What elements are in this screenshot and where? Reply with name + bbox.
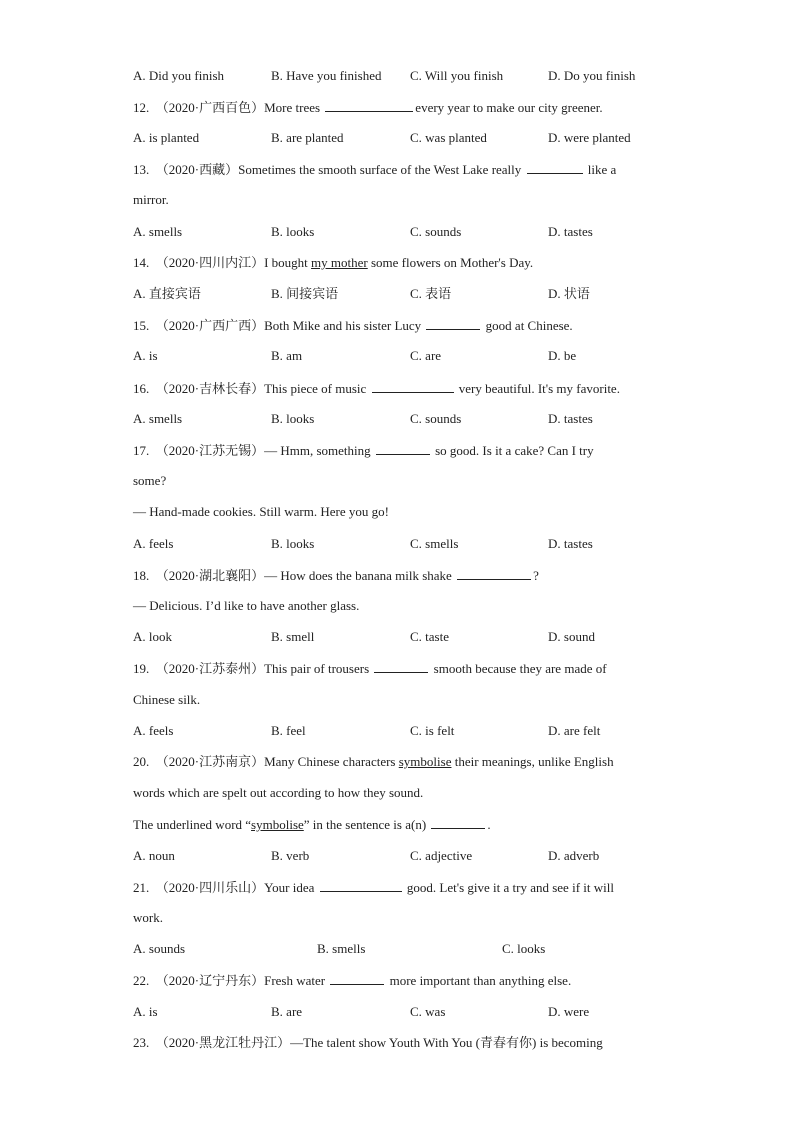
answer-blank[interactable] [374, 660, 428, 673]
question-text: good at Chinese. [485, 318, 573, 333]
answer-blank[interactable] [325, 99, 413, 112]
option-c[interactable]: C. smells [410, 536, 459, 551]
option-b[interactable]: B. am [271, 348, 303, 363]
underlined-phrase: my mother [311, 255, 368, 270]
option-a[interactable]: A. is [133, 1004, 158, 1019]
answer-blank[interactable] [431, 816, 485, 829]
underlined-word: symbolise [251, 817, 304, 832]
question-source: （2020·黑龙江牡丹江） [155, 1035, 291, 1050]
q16-options [133, 411, 673, 427]
option-a[interactable]: A. is planted [133, 130, 200, 145]
question-text: more important than anything else. [389, 973, 572, 988]
question-number: 22. [133, 973, 150, 988]
answer-blank[interactable] [330, 972, 384, 985]
q13-options [133, 224, 673, 240]
question-number: 15. [133, 318, 150, 333]
option-c[interactable]: C. 表语 [410, 286, 452, 301]
question-13-continued: mirror. [133, 192, 169, 207]
question-text: so good. Is it a cake? Can I try [435, 443, 594, 458]
question-source: （2020·西藏） [155, 162, 239, 177]
question-19 [133, 660, 607, 677]
option-b[interactable]: B. 间接宾语 [271, 286, 339, 301]
option-a[interactable]: A. Did you finish [133, 68, 224, 83]
q21-options [133, 941, 673, 957]
question-text: Both Mike and his sister Lucy [264, 318, 422, 333]
q17-options [133, 536, 673, 552]
option-b[interactable]: B. looks [271, 224, 315, 239]
question-21-continued: work. [133, 910, 163, 925]
question-source: （2020·湖北襄阳） [155, 568, 265, 583]
question-number: 14. [133, 255, 150, 270]
question-text: good. Let's give it a try and see if it will [406, 880, 614, 895]
option-d[interactable]: D. tastes [548, 224, 593, 239]
question-source: （2020·江苏无锡） [155, 443, 265, 458]
question-22 [133, 972, 571, 989]
option-c[interactable]: C. sounds [410, 224, 462, 239]
question-text: — Hmm, something [264, 443, 371, 458]
option-a[interactable]: A. smells [133, 411, 183, 426]
question-12 [133, 99, 603, 116]
question-number: 12. [133, 100, 150, 115]
option-c[interactable]: C. was planted [410, 130, 487, 145]
option-c[interactable]: C. sounds [410, 411, 462, 426]
question-text: some flowers on Mother's Day. [370, 255, 534, 270]
question-18-reply: — Delicious. I’d like to have another glass. [133, 598, 360, 613]
q15-options [133, 348, 673, 364]
question-number: 17. [133, 443, 150, 458]
option-a[interactable]: A. smells [133, 224, 183, 239]
option-d[interactable]: D. Do you finish [548, 68, 636, 83]
option-d[interactable]: D. were [548, 1004, 590, 1019]
question-source: （2020·广西百色） [155, 100, 265, 115]
question-source: （2020·吉林长春） [155, 381, 265, 396]
question-text: I bought [264, 255, 308, 270]
question-17-continued: some? [133, 473, 167, 488]
option-a[interactable]: A. is [133, 348, 158, 363]
question-20 [133, 754, 614, 770]
question-text: The underlined word “ [133, 817, 252, 832]
question-number: 18. [133, 568, 150, 583]
option-b[interactable]: B. smell [271, 629, 315, 644]
question-17-reply: — Hand-made cookies. Still warm. Here you go! [133, 504, 389, 519]
option-d[interactable]: D. be [548, 348, 577, 363]
question-source: （2020·江苏南京） [155, 754, 265, 769]
question-text: This pair of trousers [264, 661, 370, 676]
question-20-prompt [133, 816, 491, 833]
q12-options [133, 130, 673, 146]
option-c[interactable]: C. is felt [410, 723, 455, 738]
answer-blank[interactable] [372, 380, 454, 393]
question-17 [133, 442, 594, 459]
option-b[interactable]: B. verb [271, 848, 310, 863]
q11-options [133, 68, 673, 84]
question-number: 23. [133, 1035, 150, 1050]
option-d[interactable]: D. were planted [548, 130, 631, 145]
answer-blank[interactable] [376, 442, 430, 455]
option-b[interactable]: B. looks [271, 411, 315, 426]
question-text: Many Chinese characters [264, 754, 396, 769]
q19-options [133, 723, 673, 739]
option-c[interactable]: C. looks [502, 941, 546, 956]
option-c[interactable]: C. was [410, 1004, 446, 1019]
question-text: Sometimes the smooth surface of the West Lake really [238, 162, 522, 177]
question-text: Your idea [264, 880, 315, 895]
option-a[interactable]: A. feels [133, 536, 174, 551]
question-text: . [487, 817, 491, 832]
q22-options [133, 1004, 673, 1020]
option-b[interactable]: B. looks [271, 536, 315, 551]
option-a[interactable]: A. feels [133, 723, 174, 738]
question-source: （2020·四川内江） [155, 255, 265, 270]
option-c[interactable]: C. Will you finish [410, 68, 504, 83]
question-source: （2020·四川乐山） [155, 880, 265, 895]
question-23 [133, 1035, 603, 1051]
option-c[interactable]: C. are [410, 348, 442, 363]
option-b[interactable]: B. are [271, 1004, 303, 1019]
question-source: （2020·辽宁丹东） [155, 973, 265, 988]
question-19-continued: Chinese silk. [133, 692, 201, 707]
answer-blank[interactable] [426, 317, 480, 330]
question-18 [133, 567, 539, 584]
question-text: smooth because they are made of [433, 661, 607, 676]
answer-blank[interactable] [527, 161, 583, 174]
question-number: 13. [133, 162, 150, 177]
option-c[interactable]: C. adjective [410, 848, 473, 863]
question-text: like a [587, 162, 617, 177]
question-text: every year to make our city greener. [415, 100, 603, 115]
question-text: More trees [264, 100, 321, 115]
question-text: very beautiful. It's my favorite. [458, 381, 620, 396]
question-14 [133, 255, 533, 271]
option-d[interactable]: D. are felt [548, 723, 601, 738]
question-15 [133, 317, 573, 334]
option-a[interactable]: A. noun [133, 848, 175, 863]
question-16 [133, 380, 620, 397]
option-d[interactable]: D. tastes [548, 411, 593, 426]
question-text: — How does the banana milk shake [264, 568, 452, 583]
q20-options [133, 848, 673, 864]
option-b[interactable]: B. smells [317, 941, 366, 956]
q18-options [133, 629, 673, 645]
question-source: （2020·江苏泰州） [155, 661, 265, 676]
option-b[interactable]: B. feel [271, 723, 306, 738]
underlined-word: symbolise [398, 754, 452, 769]
option-a[interactable]: A. sounds [133, 941, 186, 956]
question-number: 19. [133, 661, 150, 676]
answer-blank[interactable] [457, 567, 531, 580]
option-b[interactable]: B. are planted [271, 130, 344, 145]
option-d[interactable]: D. adverb [548, 848, 600, 863]
question-number: 21. [133, 880, 150, 895]
option-b[interactable]: B. Have you finished [271, 68, 382, 83]
option-d[interactable]: D. tastes [548, 536, 593, 551]
answer-blank[interactable] [320, 879, 402, 892]
question-source: （2020·广西广西） [155, 318, 265, 333]
question-number: 20. [133, 754, 150, 769]
option-d[interactable]: D. sound [548, 629, 595, 644]
question-text: ? [533, 568, 539, 583]
question-20-continued: words which are spelt out according to how they sound. [133, 785, 424, 800]
question-text: ” in the sentence is a(n) [303, 817, 427, 832]
question-text: Fresh water [264, 973, 326, 988]
option-a[interactable]: A. look [133, 629, 172, 644]
question-13 [133, 161, 616, 178]
option-c[interactable]: C. taste [410, 629, 449, 644]
question-number: 16. [133, 381, 150, 396]
question-text: —The talent show Youth With You (青春有你) is becoming [290, 1035, 603, 1050]
question-21 [133, 879, 614, 896]
question-text: This piece of music [264, 381, 367, 396]
q14-options [133, 286, 673, 302]
option-d[interactable]: D. 状语 [548, 286, 590, 301]
option-a[interactable]: A. 直接宾语 [133, 286, 201, 301]
question-text: their meanings, unlike English [454, 754, 614, 769]
